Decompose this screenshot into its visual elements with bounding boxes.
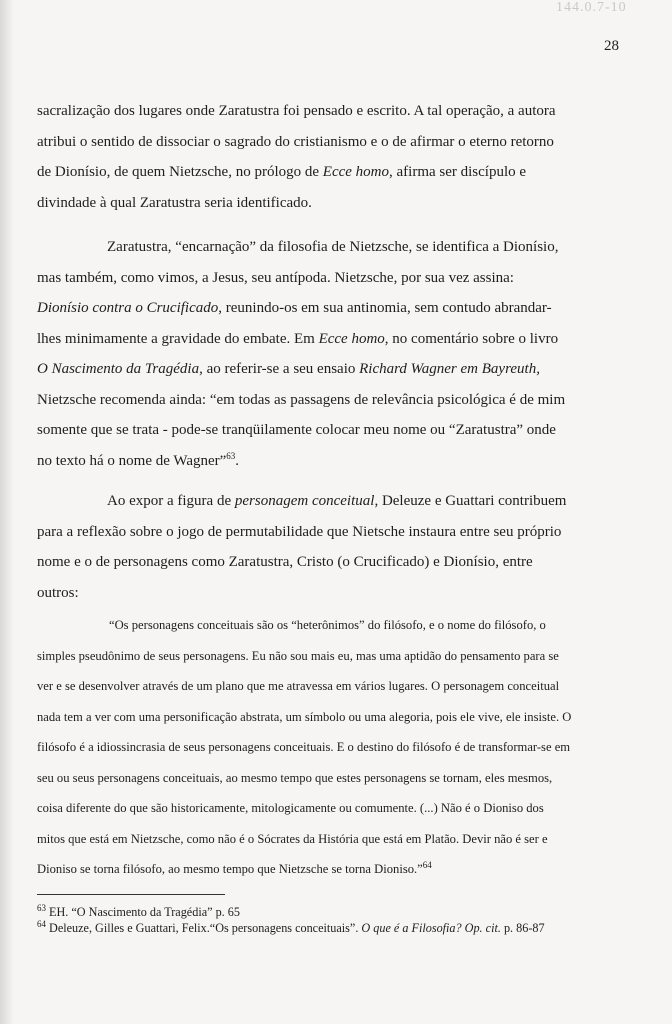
footnote-63-text: EH. “O Nascimento da Tragédia” p. 65 — [46, 905, 240, 919]
footnote-64-italic: O que é a Filosofia? Op. cit. — [361, 921, 501, 935]
paragraph-2 — [37, 232, 567, 476]
footnote-64-text: Deleuze, Gilles e Guattari, Felix.“Os personagens conceituais”. — [46, 921, 362, 935]
footnote-ref-63: 63 — [226, 450, 236, 461]
footnote-separator — [37, 894, 225, 895]
paragraph-2-text-b: , reunindo-os em sua antinomia, sem contudo abrandar-lhes minimamente a gravidade do embate. Em — [37, 300, 552, 347]
footnote-64-end: p. 86-87 — [500, 921, 545, 935]
footnote-63 — [37, 904, 597, 920]
paragraph-2-text-e: Nietzsche recomenda ainda: “em todas as passagens de relevância psicológica é de mim somente que se trata - pode-se tranqüilamente colocar meu nome ou “Zaratustra” onde no texto há o nome de Wagner” — [37, 391, 566, 469]
paragraph-2-text-d: , ao referir-se a seu ensaio — [199, 361, 360, 377]
paragraph-2-text-c: , no comentário sobre o livro — [384, 330, 559, 347]
paragraph-2-italic-1: Dionísio contra o Crucificado — [37, 300, 219, 316]
archive-stamp: 144.0.7-10 — [556, 0, 627, 15]
paragraph-1 — [37, 96, 567, 218]
paragraph-1-italic: Ecce homo — [322, 164, 389, 180]
paragraph-2-italic-2: Ecce homo — [318, 330, 385, 347]
paragraph-1-text: sacralização dos lugares onde Zaratustra foi pensado e escrito. A tal operação, a autora atribui o sentido de dissociar o sagrado do cristianismo e o de afirmar o eterno retorno de Dionísio, de quem Nietzsche, no prólogo de — [37, 103, 556, 180]
paragraph-3-italic: personagem conceitual — [234, 493, 375, 509]
paragraph-2-italic-4: Richard Wagner em Bayreuth, — [359, 361, 540, 377]
paragraph-3-text-b: , Deleuze e Guattari contribuem para a reflexão sobre o jogo de permutabilidade que Nietsche instaura entre seu próprio nome e o de personagens como Zaratustra, Cristo (o Crucificado) e Dionísio, entre outros: — [37, 493, 567, 601]
page-edge-shadow — [0, 0, 14, 1024]
paragraph-2-text-a: Zaratustra, “encarnação” da filosofia de Nietzsche, se identifica a Dionísio, mas também, como vimos, a Jesus, seu antípoda. Nietzsche, por sua vez assina: — [37, 239, 559, 286]
footnote-64-number: 64 — [37, 918, 46, 929]
paragraph-3 — [37, 486, 567, 608]
footnote-63-number: 63 — [37, 902, 46, 913]
paragraph-2-italic-3: O Nascimento da Tragédia — [37, 361, 200, 377]
block-quote-text: “Os personagens conceituais são os “heterônimos” do filósofo, e o nome do filósofo, o simples pseudônimo de seus personagens. Eu não sou mais eu, mas uma aptidão do pensamento para se ver e se desenvolver através de um plano que me atravessa em vários lugares. O personagem conceitual nada tem a ver com uma personificação abstrata, um símbolo ou uma alegoria, pois ele vive, ele insiste. O filósofo é a idiossincrasia de seus personagens conceituais. E o destino do filósofo é de transformar-se em seu ou seus personagens conceituais, ao mesmo tempo que estes personagens se tornam, eles mesmos, coisa diferente do que são historicamente, mitologicamente ou comumente. (...) Não é o Dioniso dos mitos que está em Nietzsche, como não é o Sócrates da História que está em Platão. Devir não é ser e Dioniso se torna filósofo, ao mesmo tempo que Nietzsche se torna Dioniso.” — [37, 618, 572, 876]
paragraph-2-text-f: . — [235, 452, 240, 469]
paragraph-3-text-a: Ao expor a figura de — [107, 493, 235, 509]
page-number: 28 — [604, 38, 619, 54]
block-quote — [37, 610, 572, 885]
paragraph-1-end: , afirma ser discípulo e divindade à qual Zaratustra seria identificado. — [37, 164, 527, 211]
footnote-64 — [37, 920, 597, 936]
footnote-ref-64: 64 — [422, 859, 432, 870]
